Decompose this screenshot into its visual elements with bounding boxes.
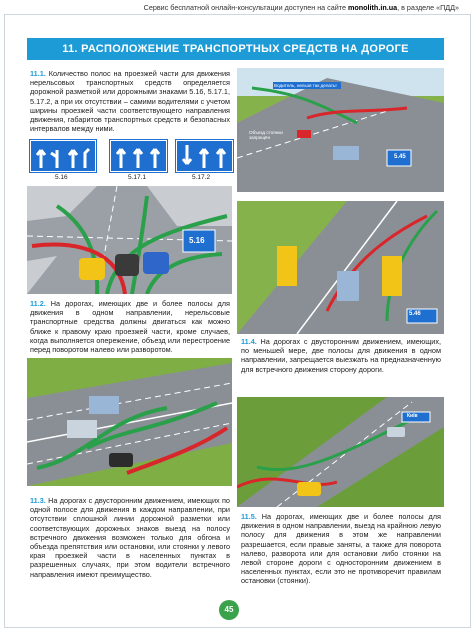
header-prefix: Сервис бесплатной онлайн-консультации доступен на сайте [143,3,348,12]
paragraph-11-3 [30,496,230,579]
sign-5-16 [30,140,96,172]
road-sign-caption: Водитель, нельзя так делать! [273,82,341,89]
paragraph-text: На дорогах, имеющих две и более полосы для движения в одном направлении, выезд на крайнюю левую полосу для движения в этом же направлении разрешается, если правые заняты, а также для поворота налево, разворота или для остановки либо стоянки на левой стороне дороги с односторонним движением в населенных пунктах, если это не противоречит правилам остановки (стоянки). [241,512,441,586]
paragraph-11-5 [241,512,441,586]
lane-arrows-icon [111,141,166,171]
page-number-badge: 45 [219,600,239,620]
paragraph-text: На дорогах, имеющих две и более полосы для движения в одном направлении, нерельсовые транспортные средства должны двигаться как можно ближе к правому краю проезжей части, кроме случаев, когда выполняется опережение, объезд или перестроение перед поворотом налево или разворотом. [30,299,230,355]
sign-label: 5.17.1 [128,174,147,181]
paragraph-text: На дорогах с двусторонним движением, имеющих по одной полосе для движения в каждом направлении, при отсутствии сплошной линии дорожной разметки или соответствующих дорожных знаков выезд на полосу встречного движения возможен только для обгона и объезда препятствия или остановки, или стоянки у левого края проезжей части в населенных пунктах в разрешенных случаях, при этом водители встречного направления имеют преимущество. [30,496,230,579]
illustration-intersection [27,186,232,294]
sign-5-16-label: 5.16 [189,236,205,245]
sign-label: 5.17.2 [192,174,211,181]
sign-label: 5.16 [55,174,68,181]
sign-5-17-2 [176,140,233,172]
sign-5-45-label: 5.45 [394,154,406,160]
header-site-link[interactable]: monolith.in.ua [347,3,398,12]
paragraph-text: На дорогах с двусторонним движением, имеющих, по меньшей мере, две полосы для движения в одном направлении, запрещается выезжать на предназначенную для встречного движения сторону дороги. [241,337,441,374]
paragraph-number: 11.2. [30,299,46,308]
illustration-two-way-road [237,201,444,334]
section-title: 11. РАСПОЛОЖЕНИЕ ТРАНСПОРТНЫХ СРЕДСТВ НА ДОРОГЕ [27,38,444,60]
page-header [0,0,473,16]
paragraph-number: 11.3. [30,496,46,505]
paragraph-number: 11.4. [241,337,257,346]
city-plate: Київ [407,413,418,419]
paragraph-11-4 [241,337,441,374]
paragraph-11-1 [30,69,230,133]
illustration-forbidden-lane [237,68,444,192]
paragraph-number: 11.5. [241,512,257,521]
road-caption: Объезд стоянки запрещён [249,130,283,140]
paragraph-11-2 [30,299,230,354]
paragraph-number: 11.1. [30,69,46,78]
illustration-multilane-road [27,358,232,486]
lane-arrows-icon [177,141,232,171]
sign-5-17-1 [110,140,167,172]
paragraph-text: Количество полос на проезжей части для движения нерельсовых транспортных средств определяется дорожной разметкой или дорожными знаками 5.16, 5.17.1, 5.17.2, а при их отсутствии – самими водителями с учетом ширины проезжей части соответствующего направления движения, габаритов транспортных средств и безопасных интервалов между ними. [30,69,230,134]
lane-arrows-icon [31,141,95,171]
header-suffix: , в разделе «ПДД» [397,3,459,12]
sign-5-46-label: 5.46 [409,311,421,317]
illustration-left-lane [237,397,444,507]
